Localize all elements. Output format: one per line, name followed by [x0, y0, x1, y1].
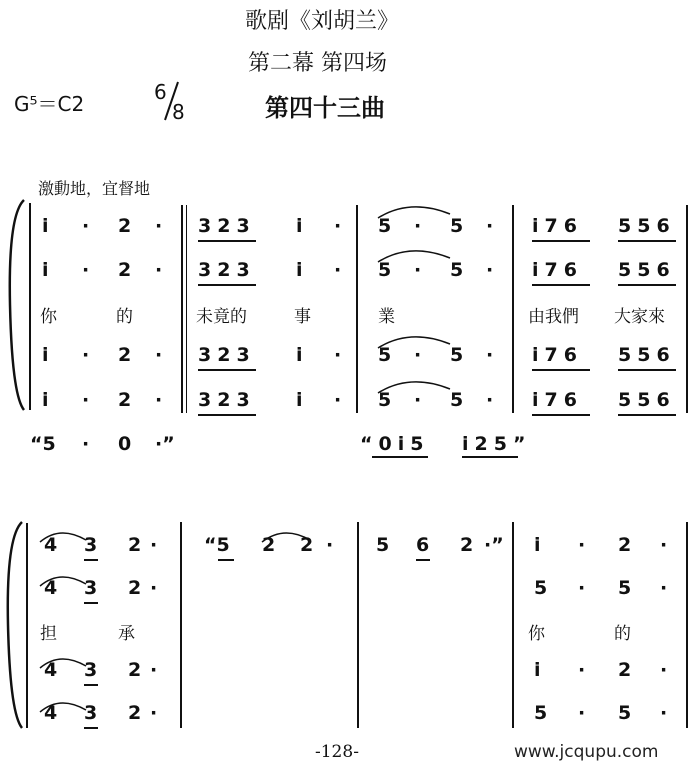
- note: ·: [334, 389, 342, 411]
- note: 3: [84, 702, 98, 724]
- note-group: 556: [618, 259, 676, 281]
- note: 5: [378, 259, 392, 281]
- lyric: 由我們: [528, 307, 579, 327]
- lyric: 承: [118, 624, 135, 644]
- note-group: 323: [198, 389, 256, 411]
- note: ·: [334, 215, 342, 237]
- note: ·: [414, 259, 422, 281]
- note: 2: [118, 215, 132, 237]
- note: ·: [82, 389, 90, 411]
- act-scene: 第二幕 第四场: [248, 51, 387, 76]
- note-group: i76: [532, 259, 583, 281]
- time-signature-denominator: 8: [172, 100, 185, 124]
- note-group: 323: [198, 259, 256, 281]
- note: 2: [128, 659, 142, 681]
- barline: [180, 522, 182, 728]
- note: ·: [155, 259, 163, 281]
- note: ·: [150, 577, 158, 599]
- note: ·: [82, 259, 90, 281]
- time-signature-numerator: 6: [154, 80, 167, 104]
- note-group: i76: [532, 389, 583, 411]
- beam: [416, 559, 430, 561]
- note: 3: [84, 659, 98, 681]
- note: ·: [82, 344, 90, 366]
- key-signature: G⁵＝C2: [14, 92, 85, 116]
- note: ·: [486, 215, 494, 237]
- note: i: [296, 344, 303, 366]
- note: 5: [450, 344, 464, 366]
- note: i: [42, 389, 49, 411]
- note: ·: [486, 389, 494, 411]
- lyric: 大家來: [614, 307, 665, 327]
- beam: [84, 559, 98, 561]
- note: ·: [155, 389, 163, 411]
- note: ·”: [484, 534, 504, 556]
- note: ·: [82, 215, 90, 237]
- lyric: 你: [40, 307, 57, 327]
- lyric: 事: [294, 307, 311, 327]
- note: 5: [618, 577, 632, 599]
- note: 2: [118, 389, 132, 411]
- note: i: [42, 344, 49, 366]
- note: i: [534, 659, 541, 681]
- note: 2: [460, 534, 474, 556]
- piece-number: 第四十三曲: [265, 94, 385, 122]
- note: “5: [204, 534, 230, 556]
- lyric: 業: [378, 307, 395, 327]
- note: 5: [378, 389, 392, 411]
- note: 5: [618, 702, 632, 724]
- lyric: 的: [614, 624, 631, 644]
- note: 4: [44, 577, 58, 599]
- beam: [84, 684, 98, 686]
- cue-note-group: i25”: [462, 433, 532, 455]
- note: 5: [450, 389, 464, 411]
- cue-note: “5: [30, 433, 56, 455]
- cue-note-group: “0i5: [360, 433, 430, 455]
- note: 2: [128, 534, 142, 556]
- note-group: 556: [618, 215, 676, 237]
- note: ·: [486, 344, 494, 366]
- note: ·: [155, 344, 163, 366]
- note-group: 556: [618, 389, 676, 411]
- note: 4: [44, 702, 58, 724]
- note: ·: [414, 389, 422, 411]
- note: i: [296, 215, 303, 237]
- barline: [512, 522, 514, 728]
- note: ·: [660, 577, 668, 599]
- note: ·: [578, 534, 586, 556]
- note: 5: [376, 534, 390, 556]
- note: ·: [150, 702, 158, 724]
- note: 5: [378, 215, 392, 237]
- note: ·: [334, 344, 342, 366]
- note: ·: [150, 659, 158, 681]
- note: ·: [660, 534, 668, 556]
- note: 4: [44, 659, 58, 681]
- note: ·: [414, 344, 422, 366]
- note: 2: [262, 534, 276, 556]
- note: ·: [486, 259, 494, 281]
- cue-note: 0: [118, 433, 132, 455]
- lyric: 的: [116, 307, 133, 327]
- note: i: [534, 534, 541, 556]
- note: ·: [660, 659, 668, 681]
- note: ·: [578, 659, 586, 681]
- note: i: [42, 259, 49, 281]
- beam: [84, 727, 98, 729]
- note: 6: [416, 534, 430, 556]
- note: 3: [84, 577, 98, 599]
- page-number: -128-: [315, 742, 359, 762]
- note-group: 556: [618, 344, 676, 366]
- note-group: 323: [198, 215, 256, 237]
- note: 2: [128, 577, 142, 599]
- note: 2: [118, 344, 132, 366]
- note-group: i76: [532, 215, 583, 237]
- note: 5: [534, 702, 548, 724]
- barline: [357, 522, 359, 728]
- lyric: 未竟的: [196, 307, 247, 327]
- lyric: 你: [528, 624, 545, 644]
- beam: [84, 602, 98, 604]
- note: ·: [578, 577, 586, 599]
- note: 2: [128, 702, 142, 724]
- note: 5: [450, 215, 464, 237]
- note: ·: [578, 702, 586, 724]
- note: 2: [618, 534, 632, 556]
- note: 5: [378, 344, 392, 366]
- note: 5: [534, 577, 548, 599]
- note: ·: [414, 215, 422, 237]
- note: 2: [300, 534, 314, 556]
- note: 4: [44, 534, 58, 556]
- note: ·: [155, 215, 163, 237]
- note: 2: [118, 259, 132, 281]
- barline: [686, 522, 688, 728]
- tempo-marking: 激動地，宜督地: [38, 179, 151, 198]
- note: ·: [150, 534, 158, 556]
- note: ·: [334, 259, 342, 281]
- note: 5: [450, 259, 464, 281]
- note-group: i76: [532, 344, 583, 366]
- cue-note: ·”: [155, 433, 175, 455]
- cue-note: ·: [82, 433, 90, 455]
- note: i: [296, 389, 303, 411]
- opera-title: 歌剧《刘胡兰》: [245, 9, 400, 34]
- beam: [218, 559, 234, 561]
- note: ·: [660, 702, 668, 724]
- note-group: 323: [198, 344, 256, 366]
- lyric: 担: [40, 624, 57, 644]
- note: i: [42, 215, 49, 237]
- note: 3: [84, 534, 98, 556]
- note: i: [296, 259, 303, 281]
- watermark: www.jcqupu.com: [514, 742, 659, 762]
- note: ·: [326, 534, 334, 556]
- note: 2: [618, 659, 632, 681]
